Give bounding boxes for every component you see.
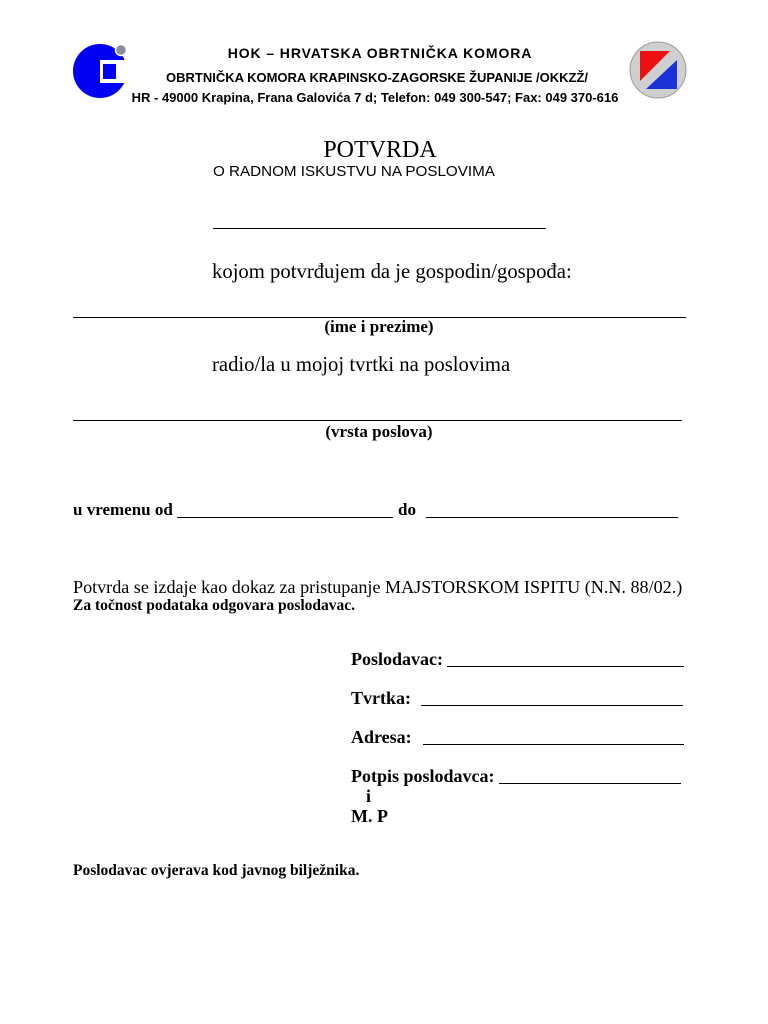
period-to-blank-line	[426, 517, 678, 518]
document-subtitle: O RADNOM ISKUSTVU NA POSLOVIMA	[213, 163, 495, 180]
work-caption: (vrsta poslova)	[325, 422, 433, 441]
employer-blank-line	[447, 666, 684, 667]
work-statement: radio/la u mojoj tvrtki na poslovima	[212, 353, 511, 376]
period-to-label: do	[398, 500, 416, 519]
employer-label: Poslodavac:	[351, 649, 443, 669]
work-blank-line	[73, 420, 682, 421]
period-from-label: u vremenu od	[73, 500, 173, 519]
intro-text: kojom potvrđujem da je gospodin/gospođa:	[212, 260, 572, 283]
company-blank-line	[421, 705, 683, 706]
period-from-blank-line	[177, 517, 393, 518]
responsibility-text: Za točnost podataka odgovara poslodavac.	[73, 597, 356, 614]
signature-blank-line	[499, 783, 681, 784]
stamp-connector: i	[366, 786, 372, 806]
purpose-text: Potvrda se izdaje kao dokaz za pristupanje MAJSTORSKOM ISPITU (N.N. 88/02.)	[73, 577, 683, 597]
footer-note: Poslodavac ovjerava kod javnog bilježnika.	[73, 862, 360, 879]
stamp-label: M. P	[351, 806, 388, 826]
header-contact: HR - 49000 Krapina, Frana Galovića 7 d; Telefon: 049 300-547; Fax: 049 370-616	[131, 90, 619, 105]
address-label: Adresa:	[351, 727, 412, 747]
signature-label: Potpis poslodavca:	[351, 766, 495, 786]
okkzz-logo-disc	[630, 42, 686, 98]
company-label: Tvrtka:	[351, 688, 411, 708]
okkzz-logo	[628, 40, 690, 102]
address-blank-line	[423, 744, 684, 745]
title-blank-line	[213, 228, 546, 229]
header-title: HOK – HRVATSKA OBRTNIČKA KOMORA	[227, 45, 533, 61]
document-title: POTVRDA	[323, 137, 437, 163]
header-chamber: OBRTNIČKA KOMORA KRAPINSKO-ZAGORSKE ŽUPANIJE /OKKZŽ/	[165, 70, 589, 85]
name-caption: (ime i prezime)	[324, 317, 434, 336]
